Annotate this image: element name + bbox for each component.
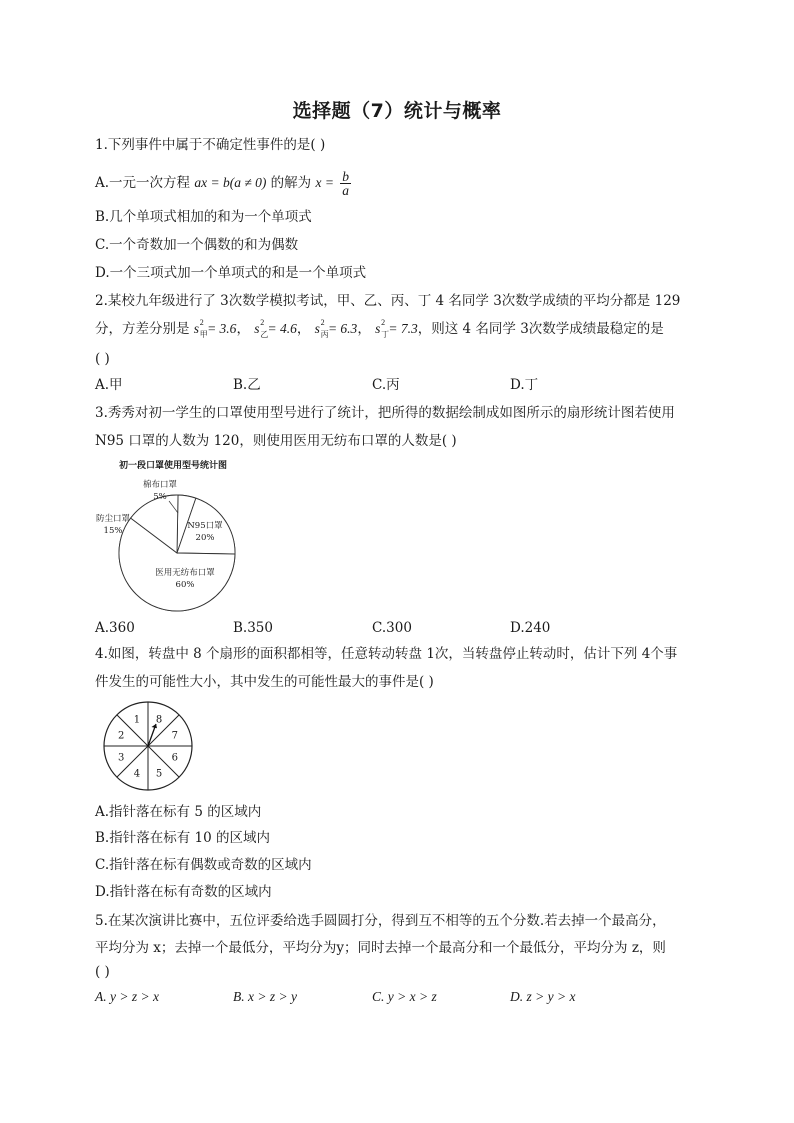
spinner-number-3: 3	[118, 752, 125, 764]
q4-option-c: C.指针落在标有偶数或奇数的区域内	[95, 857, 312, 873]
variance-yi-value: = 4.6	[267, 321, 297, 336]
q5-option-b: B. x > z > y	[233, 989, 297, 1004]
q4-stem-line2: 件发生的可能性大小，其中发生的可能性最大的事件是( )	[95, 674, 434, 690]
q4-option-b: B.指针落在标有 10 的区域内	[95, 830, 270, 846]
q4-option-d: D.指针落在标有奇数的区域内	[95, 884, 272, 900]
q1-option-a	[95, 170, 351, 197]
q2-stem-line2	[95, 320, 664, 338]
spinner-sectors	[104, 702, 192, 790]
pie-value-label-1: 20%	[195, 533, 215, 543]
q2-line2-suffix: ，则这 4 名同学 3次数学成绩最稳定的是	[417, 321, 664, 337]
separator: ，	[296, 321, 311, 337]
q1-stem: 1.下列事件中属于不确定性事件的是( )	[95, 137, 326, 153]
q3-option-b: B.350	[233, 620, 273, 636]
q4-stem-line1: 4.如图，转盘中 8 个扇形的面积都相等，任意转动转盘 1次，当转盘停止转动时，估计下列 4个事	[95, 646, 678, 662]
q2-stem-line3: ( )	[95, 351, 110, 367]
spinner-number-7: 7	[171, 730, 178, 742]
q2-option-d: D.丁	[510, 377, 539, 393]
q3-option-a: A.360	[95, 620, 135, 636]
variance-bing-value: = 6.3	[327, 321, 358, 336]
variance-jia-value: = 3.6	[207, 321, 237, 336]
q5-option-a: A. y > z > x	[95, 989, 159, 1004]
spinner-number-1: 1	[133, 714, 141, 726]
q2-line2-prefix: 分，方差分别是	[95, 321, 190, 337]
q1-option-b: B.几个单项式相加的和为一个单项式	[95, 209, 312, 225]
variance-ding: s 2 丁	[375, 318, 390, 339]
q5-stem-line2: 平均分为 x；去掉一个最低分，平均分为y；同时去掉一个最高分和一个最低分，平均分为 z，则	[95, 940, 666, 956]
pie-value-label-0: 5%	[153, 492, 167, 502]
spinner-number-2: 2	[118, 730, 125, 742]
q5-option-c: C. y > x > z	[372, 989, 437, 1004]
q3-stem-line1: 3.秀秀对初一学生的口罩使用型号进行了统计，把所得的数据绘制成如图所示的扇形统计图若使用	[95, 405, 675, 421]
q1-option-a-x: x =	[315, 175, 334, 190]
q5-option-d: D. z > y > x	[510, 989, 576, 1004]
pie-label-0: 棉布口罩	[142, 480, 178, 490]
variance-yi: s 2 乙	[254, 318, 269, 339]
q4-option-a: A.指针落在标有 5 的区域内	[95, 804, 262, 820]
separator: ，	[236, 321, 250, 337]
q3-option-c: C.300	[372, 620, 412, 636]
spinner-number-6: 6	[171, 752, 178, 764]
pie-chart	[95, 455, 265, 615]
pie-label-3: 防尘口罩	[95, 514, 131, 524]
q1-option-a-prefix: A.一元一次方程	[95, 175, 191, 191]
fraction-numerator: b	[342, 169, 349, 184]
separator: ，	[357, 321, 371, 337]
q1-option-a-mid: 的解为	[270, 175, 312, 191]
page-title: 选择题（7）统计与概率	[292, 100, 502, 122]
spinner-number-5: 5	[155, 768, 163, 780]
pie-label-2: 医用无纺布口罩	[155, 568, 215, 578]
q5-stem-line1: 5.在某次演讲比赛中，五位评委给选手圆圆打分，得到互不相等的五个分数.若去掉一个最高分，	[95, 913, 666, 929]
q2-stem-line1: 2.某校九年级进行了 3次数学模拟考试，甲、乙、丙、丁 4 名同学 3次数学成绩的平均分都是 129	[95, 293, 681, 309]
variance-bing: s 2 丙	[314, 318, 329, 339]
pie-label-1: N95口罩	[187, 521, 223, 531]
q3-stem-line2: N95 口罩的人数为 120，则使用医用无纺布口罩的人数是( )	[95, 433, 457, 449]
variance-ding-value: = 7.3	[388, 321, 418, 336]
q1-option-d: D.一个三项式加一个单项式的和是一个单项式	[95, 265, 367, 281]
q1-option-a-fraction	[340, 170, 351, 197]
q2-option-a: A.甲	[95, 377, 123, 393]
spinner-number-4: 4	[133, 768, 141, 780]
pie-value-label-3: 15%	[103, 526, 123, 536]
q1-option-a-equation: ax = b(a ≠ 0)	[194, 175, 267, 190]
variance-jia: s 2 甲	[193, 318, 208, 339]
q5-stem-line3: ( )	[95, 964, 110, 980]
q2-option-c: C.丙	[372, 377, 400, 393]
chart-title: 初一段口罩使用型号统计图	[119, 461, 228, 471]
pie-value-label-2: 60%	[175, 580, 195, 590]
q2-option-b: B.乙	[233, 377, 261, 393]
q1-option-c: C.一个奇数加一个偶数的和为偶数	[95, 237, 299, 253]
pie-slices	[119, 495, 235, 611]
spinner-number-8: 8	[155, 714, 163, 726]
q3-option-d: D.240	[510, 620, 551, 636]
spinner-diagram	[98, 700, 198, 792]
fraction-denominator: a	[342, 183, 349, 198]
